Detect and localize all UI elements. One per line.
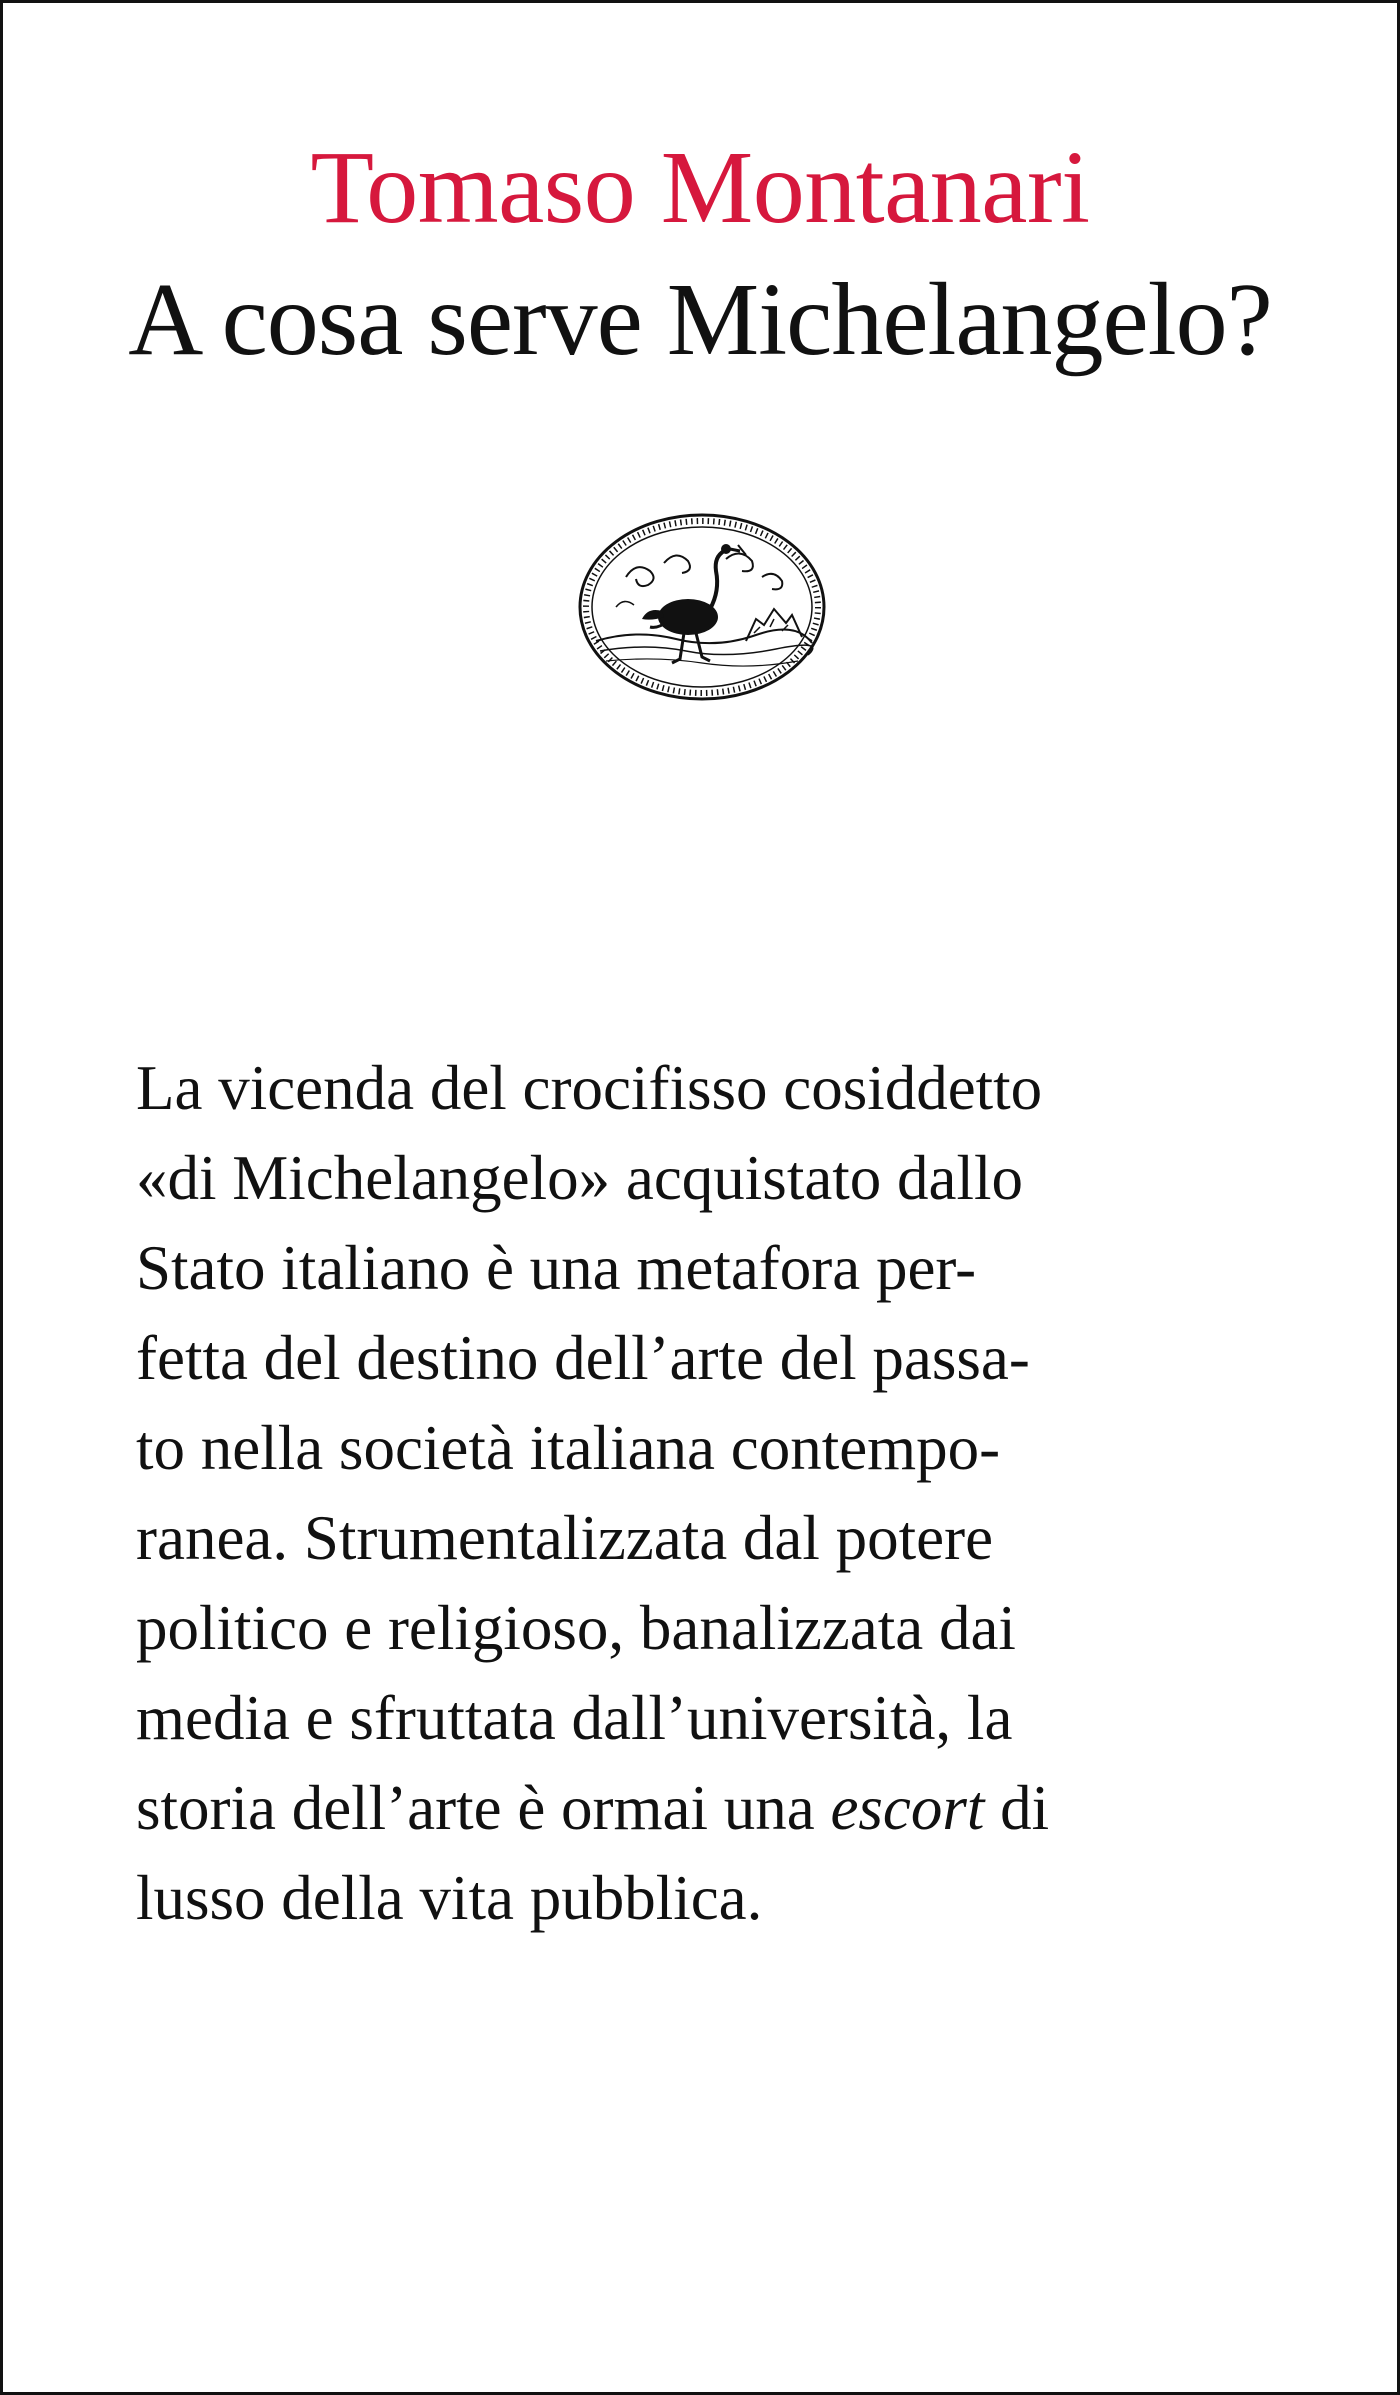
blurb-segment: di: [984, 1773, 1050, 1843]
blurb-line: [136, 1763, 1276, 1853]
blurb-line: politico e religioso, banalizzata dai: [136, 1593, 1016, 1663]
blurb-line: fetta del destino dell’arte del passa-: [136, 1323, 1030, 1393]
author-name: Tomaso Montanari: [310, 130, 1090, 245]
blurb-text: [136, 1043, 1276, 1943]
book-title: A cosa serve Michelangelo?: [128, 262, 1272, 377]
blurb-line: «di Michelangelo» acquistato dallo: [136, 1143, 1024, 1213]
blurb-segment: storia dell’arte è ormai una: [136, 1773, 831, 1843]
blurb-line: to nella società italiana contempo-: [136, 1413, 1001, 1483]
blurb-line: media e sfruttata dall’università, la: [136, 1683, 1013, 1753]
blurb-line: Stato italiano è una metafora per-: [136, 1233, 977, 1303]
blurb-line: lusso della vita pubblica.: [136, 1863, 763, 1933]
ostrich-emblem-icon: [576, 511, 828, 703]
blurb-italic-word: escort: [830, 1773, 985, 1843]
blurb-line: ranea. Strumentalizzata dal potere: [136, 1503, 994, 1573]
blurb-line: La vicenda del crocifisso cosiddetto: [136, 1053, 1043, 1123]
